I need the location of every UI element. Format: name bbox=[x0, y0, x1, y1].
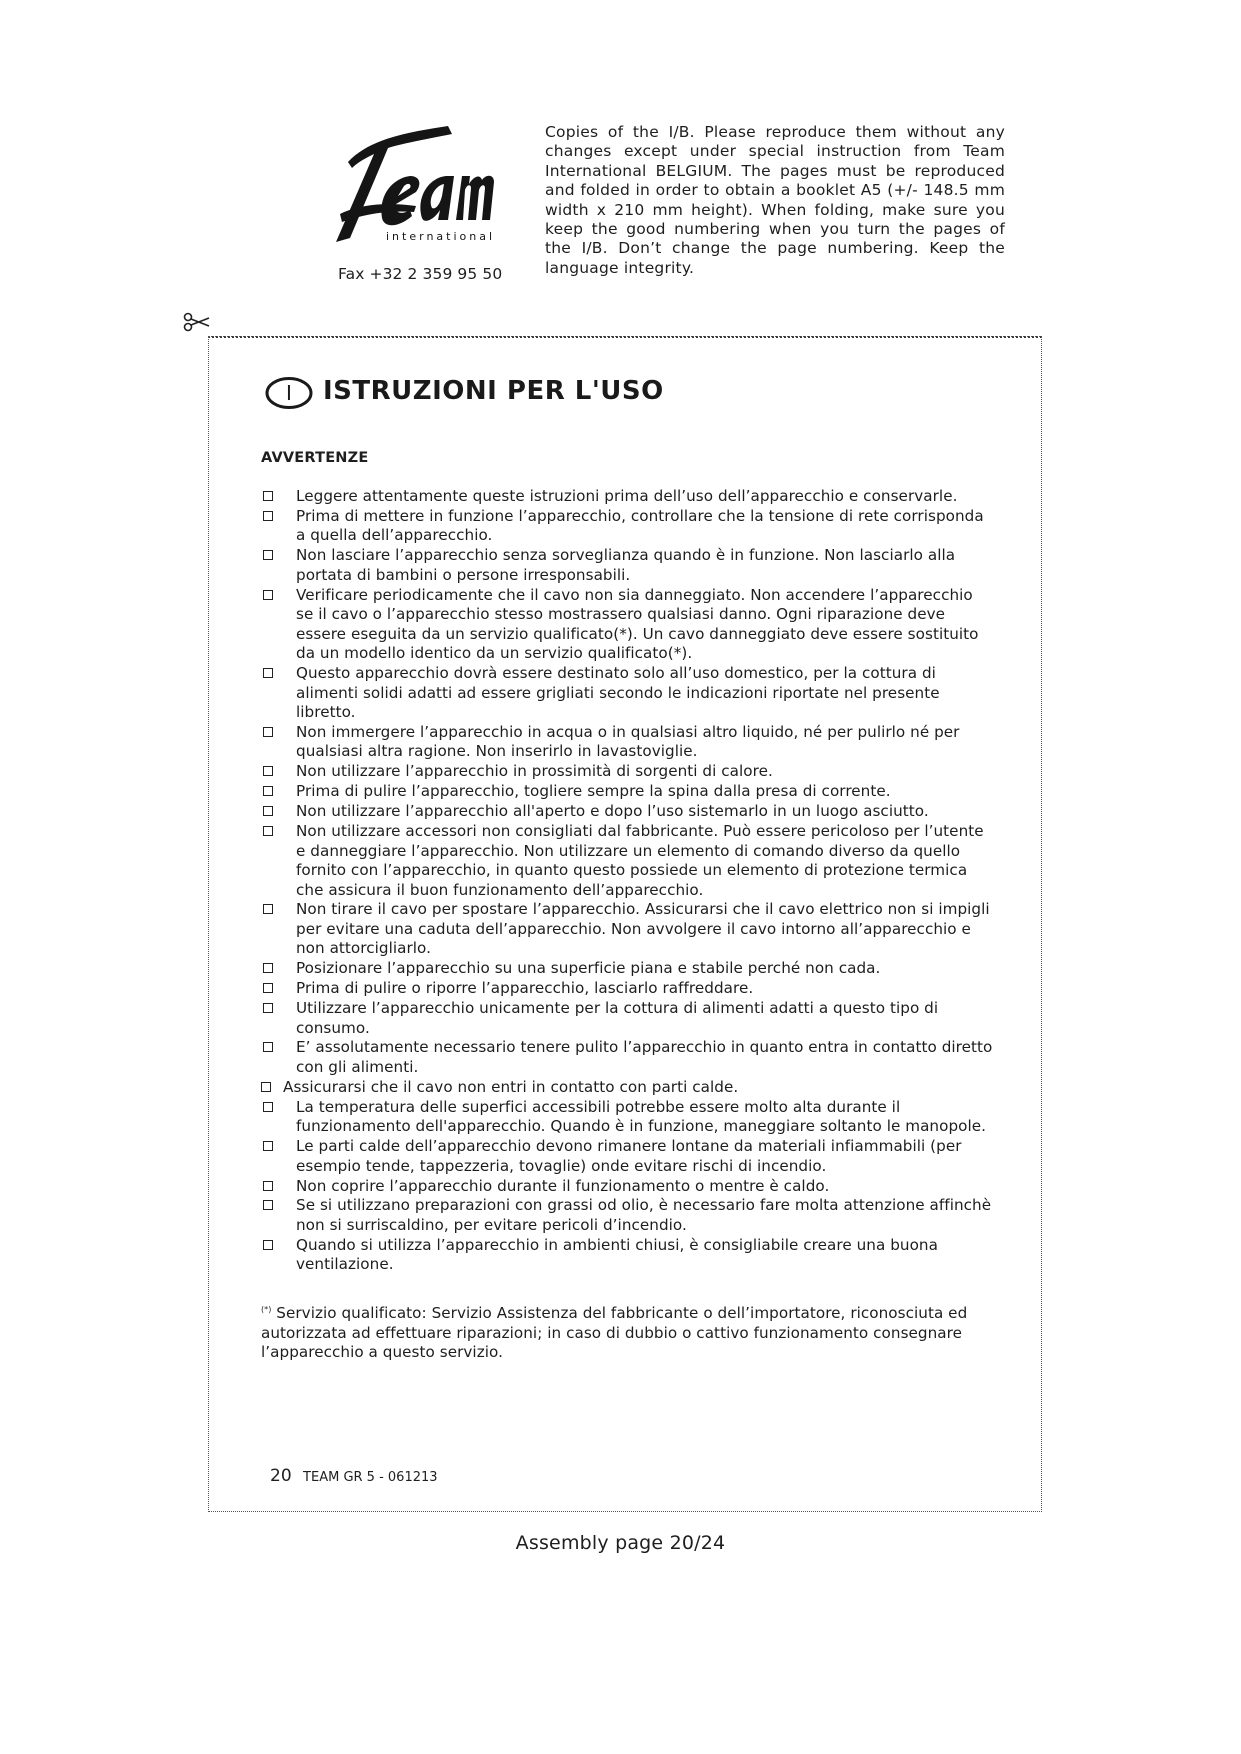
list-item: Se si utilizzano preparazioni con grassi od olio, è necessario fare molta attenzione affinchè non si surriscaldino, per evitare pericoli d’incendio. bbox=[258, 1196, 993, 1235]
checkbox-bullet-icon bbox=[263, 1141, 273, 1151]
list-item: Assicurarsi che il cavo non entri in contatto con parti calde. bbox=[258, 1078, 993, 1098]
list-item: La temperatura delle superfici accessibili potrebbe essere molto alta durante il funzionamento dell'apparecchio. Quando è in funzione, maneggiare soltanto le manopole. bbox=[258, 1098, 993, 1137]
checkbox-bullet-icon bbox=[263, 826, 273, 836]
list-item: Utilizzare l’apparecchio unicamente per la cottura di alimenti adatti a questo tipo di consumo. bbox=[258, 999, 993, 1038]
checkbox-bullet-icon bbox=[261, 1082, 271, 1092]
list-item: Prima di pulire o riporre l’apparecchio, lasciarlo raffreddare. bbox=[258, 979, 993, 999]
checkbox-bullet-icon bbox=[263, 904, 273, 914]
fax-number: Fax +32 2 359 95 50 bbox=[338, 265, 503, 283]
page-number: 20 bbox=[270, 1466, 292, 1486]
team-international-logo bbox=[330, 118, 500, 253]
checkbox-bullet-icon bbox=[263, 727, 273, 737]
list-item: Prima di pulire l’apparecchio, togliere sempre la spina dalla presa di corrente. bbox=[258, 782, 993, 802]
list-item: Non immergere l’apparecchio in acqua o in qualsiasi altro liquido, né per pulirlo né per qualsiasi altra ragione. Non inserirlo in lavastoviglie. bbox=[258, 723, 993, 762]
scissors-icon bbox=[183, 311, 211, 333]
checkbox-bullet-icon bbox=[263, 766, 273, 776]
checkbox-bullet-icon bbox=[263, 1042, 273, 1052]
list-item: Non utilizzare l’apparecchio in prossimità di sorgenti di calore. bbox=[258, 762, 993, 782]
list-item: Leggere attentamente queste istruzioni prima dell’uso dell’apparecchio e conservarle. bbox=[258, 487, 993, 507]
list-item: Non tirare il cavo per spostare l’apparecchio. Assicurarsi che il cavo elettrico non si impigli per evitare una caduta dell’apparecchio. Non avvolgere il cavo intorno all’apparecchio e non attorcigliarlo. bbox=[258, 900, 993, 959]
checkbox-bullet-icon bbox=[263, 1181, 273, 1191]
list-item: Quando si utilizza l’apparecchio in ambienti chiusi, è consigliabile creare una buona ventilazione. bbox=[258, 1236, 993, 1275]
warnings-list bbox=[258, 487, 993, 1275]
logo-subtitle: international bbox=[386, 230, 496, 243]
language-badge bbox=[265, 376, 313, 410]
warnings-heading: AVVERTENZE bbox=[261, 450, 369, 466]
footnote bbox=[261, 1300, 976, 1363]
footnote-mark: (*) bbox=[261, 1305, 272, 1314]
checkbox-bullet-icon bbox=[263, 806, 273, 816]
checkbox-bullet-icon bbox=[263, 511, 273, 521]
model-code: TEAM GR 5 - 061213 bbox=[303, 1470, 438, 1485]
footnote-text: Servizio qualificato: Servizio Assistenza del fabbricante o dell’importatore, riconosciuta ed autorizzata ad effettuare riparazioni; in caso di dubbio o cattivo funzionamento consegnare l’apparecchio a questo servizio. bbox=[261, 1304, 968, 1362]
checkbox-bullet-icon bbox=[263, 668, 273, 678]
checkbox-bullet-icon bbox=[263, 983, 273, 993]
list-item: Posizionare l’apparecchio su una superficie piana e stabile perché non cada. bbox=[258, 959, 993, 979]
language-code: I bbox=[286, 381, 292, 405]
list-item: Questo apparecchio dovrà essere destinato solo all’uso domestico, per la cottura di alimenti solidi adatti ad essere grigliati secondo le indicazioni riportate nel presente libretto. bbox=[258, 664, 993, 723]
list-item: Verificare periodicamente che il cavo non sia danneggiato. Non accendere l’apparecchio se il cavo o l’apparecchio stesso mostrassero qualsiasi danno. Ogni riparazione deve essere eseguita da un servizio qualificato(*). Un cavo danneggiato deve essere sostituito da un modello identico da un servizio qualificato(*). bbox=[258, 586, 993, 664]
list-item: Non utilizzare accessori non consigliati dal fabbricante. Può essere pericoloso per l’utente e danneggiare l’apparecchio. Non utilizzare un elemento di comando diverso da quello fornito con l’apparecchio, in quanto questo possiede un elemento di protezione termica che assicura il buon funzionamento dell’apparecchio. bbox=[258, 822, 993, 900]
section-title: ISTRUZIONI PER L'USO bbox=[323, 376, 664, 406]
list-item: Prima di mettere in funzione l’apparecchio, controllare che la tensione di rete corrisponda a quella dell’apparecchio. bbox=[258, 507, 993, 546]
list-item: E’ assolutamente necessario tenere pulito l’apparecchio in quanto entra in contatto diretto con gli alimenti. bbox=[258, 1038, 993, 1077]
checkbox-bullet-icon bbox=[263, 1003, 273, 1013]
page-footer bbox=[270, 1466, 438, 1486]
checkbox-bullet-icon bbox=[263, 1102, 273, 1112]
list-item: Non coprire l’apparecchio durante il funzionamento o mentre è caldo. bbox=[258, 1177, 993, 1197]
list-item: Le parti calde dell’apparecchio devono rimanere lontane da materiali infiammabili (per esempio tende, tappezzeria, tovaglie) onde evitare rischi di incendio. bbox=[258, 1137, 993, 1176]
checkbox-bullet-icon bbox=[263, 590, 273, 600]
list-item: Non lasciare l’apparecchio senza sorveglianza quando è in funzione. Non lasciarlo alla portata di bambini o persone irresponsabili. bbox=[258, 546, 993, 585]
checkbox-bullet-icon bbox=[263, 491, 273, 501]
checkbox-bullet-icon bbox=[263, 550, 273, 560]
assembly-page-label: Assembly page 20/24 bbox=[515, 1532, 726, 1554]
checkbox-bullet-icon bbox=[263, 1200, 273, 1210]
list-item: Non utilizzare l’apparecchio all'aperto e dopo l’uso sistemarlo in un luogo asciutto. bbox=[258, 802, 993, 822]
checkbox-bullet-icon bbox=[263, 786, 273, 796]
checkbox-bullet-icon bbox=[263, 963, 273, 973]
checkbox-bullet-icon bbox=[263, 1240, 273, 1250]
booklet-instructions: Copies of the I/B. Please reproduce them without any changes except under special instruction from Team International BELGIUM. The pages must be reproduced and folded in order to obtain a booklet A5 (+/- 148.5 mm width x 210 mm height). When folding, make sure you keep the good numbering when you turn the pages of the I/B. Don’t change the page numbering. Keep the language integrity. bbox=[545, 123, 1005, 277]
